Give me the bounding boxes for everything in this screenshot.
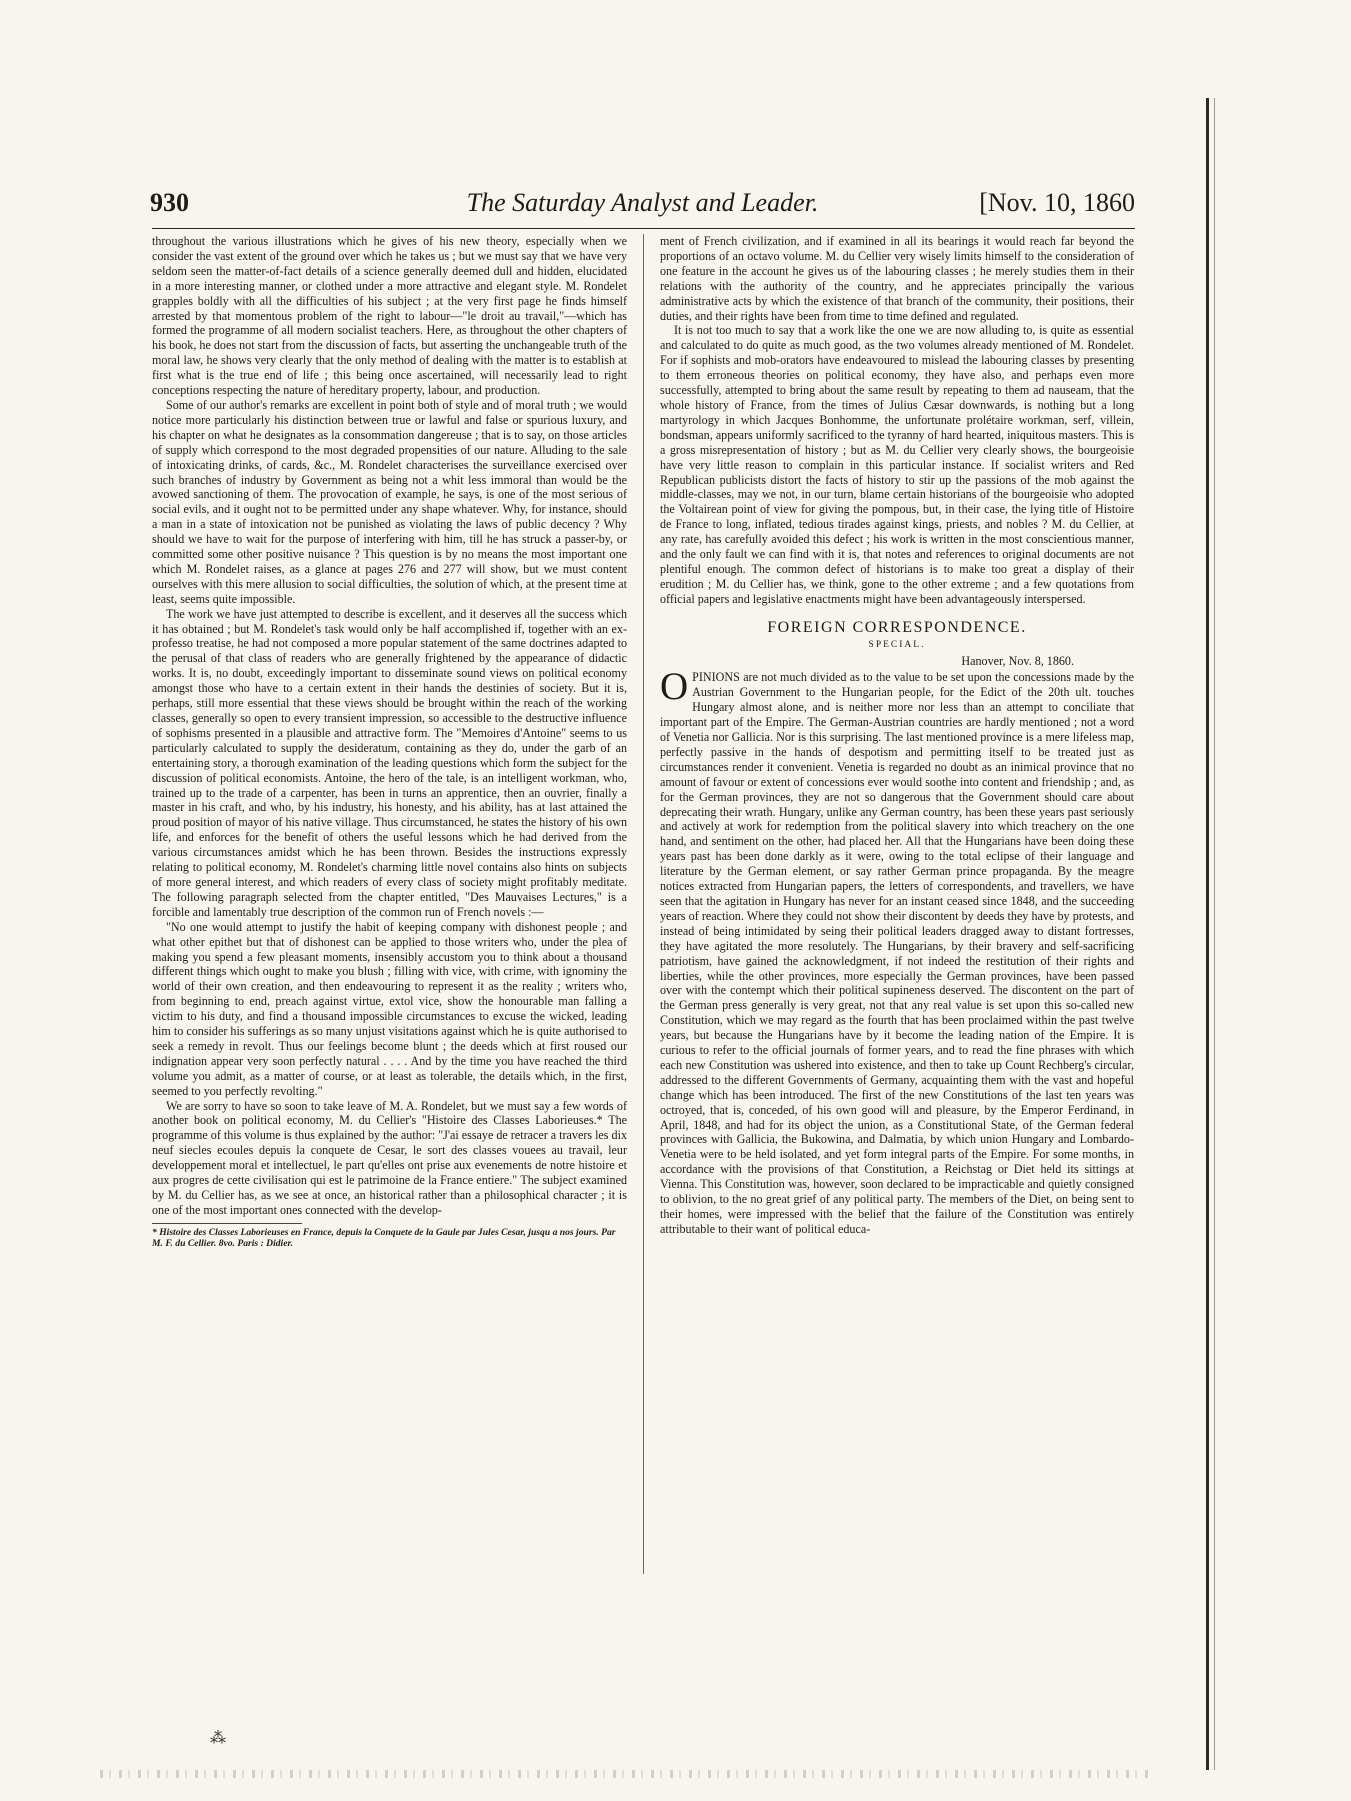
column-divider xyxy=(643,234,644,1574)
right-column xyxy=(660,234,1134,1237)
page-header xyxy=(150,188,1135,222)
section-title: FOREIGN CORRESPONDENCE. xyxy=(767,618,1027,636)
section-subtitle: SPECIAL. xyxy=(868,639,926,650)
drop-cap: O xyxy=(660,665,689,709)
article-paragraph: We are sorry to have so soon to take leave of M. A. Rondelet, but we must say a few words of another book on political economy, M. du Cellier's "Histoire des Classes Laborieuses.* The programme of this volume is thus explained by the author: "J'ai essaye de retracer a travers les dix neuf siecles ecoules depuis la conquete de Cesar, le sort des classes vouees au travail, leur developpement moral et intellectuel, le part qu'elles ont prise aux evenements de notre histoire et aux progres de cette civilisation qui est le patrimoine de la France entiere." The subject examined by M. du Cellier has, as we see at once, an historical rather than a philosophical character ; it is one of the most important ones connected with the develop- xyxy=(152,1098,627,1217)
publication-title: The Saturday Analyst and Leader. xyxy=(466,188,819,217)
scan-edge-shadow xyxy=(1206,98,1209,1770)
article-paragraph: It is not too much to say that a work like the one we are now alluding to, is quite as essential and calculated to do quite as much good, as the two volumes already mentioned of M. Rondelet. For if sophists and mob-orators have endeavoured to mislead the labouring classes by presenting to them erroneous theories on political economy, they have also, and perhaps even more successfully, attempted to bring about the same result by repeating to them ad nauseam, that the whole history of France, from the times of Julius Cæsar downwards, is nothing but a long martyrology in which Jacques Bonhomme, the unfortunate prolétaire workman, serf, villein, bondsman, appears uniformly sacrificed to the tyranny of hard hearted, iniquitous masters. This is a gross misrepresentation of history ; but as M. du Cellier very clearly shows, the bourgeoisie have very little reason to complain in this particular instance. If socialist writers and Red Republican publicists distort the facts of history to stir up the passions of the mob against the middle-classes, may we not, in our turn, blame certain historians of the bourgeoisie who adopted the Voltairean point of view for giving the pompous, but, in their case, the lying title of Histoire de France to long, inflated, tedious tirades against kings, priests, and nobles ? M. du Cellier, at any rate, has carefully avoided this defect ; his work is written in the most conscientious manner, and the only fault we can find with it is, that notes and references to original documents are not plentiful enough. The common defect of historians is to make too great a display of their erudition ; M. du Cellier has, we think, gone to the other extreme ; and a few quotations from official papers and legislative enactments might have been advantageously interspersed. xyxy=(660,323,1134,606)
footnote: * Histoire des Classes Laborieuses en France, depuis la Conquete de la Gaule par Jules Cesar, jusqu a nos jours. Par M. F. du Cellier. 8vo. Paris : Didier. xyxy=(152,1226,616,1249)
article-paragraph: ment of French civilization, and if examined in all its bearings it would reach far beyond the proportions of an octavo volume. M. du Cellier very wisely limits himself to the consideration of one feature in the account he gives us of the labouring classes ; he merely studies them in their relations with the authority of the country, and he appreciates principally the various administrative acts by which the existence of that branch of the community, their positions, their duties, and their rights have been from time to time defined and regulated. xyxy=(660,234,1134,323)
article-paragraph: Some of our author's remarks are excellent in point both of style and of moral truth ; we would notice more particularly his distinction between true or lawful and false or spurious luxury, and his chapter on what he designates as la consommation dangereuse ; that is to say, on those articles of supply which correspond to the most degraded propensities of our nature. Alluding to the sale of intoxicating drinks, of cards, &c., M. Rondelet characterises the surveillance exercised over such branches of industry by Government as being not a whit less immoral than would be the avowed sanctioning of them. The provocation of example, he says, is one of the most serious of social evils, and it ought not to be permitted under any shape whatever. Why, for instance, should a man in a state of intoxication not be punished as violating the laws of public decency ? Why should we have to wait for the purpose of interfering with him, till he has struck a passer-by, or committed some other positive nuisance ? This question is by no means the most important one which M. Rondelet raises, as a glance at pages 276 and 277 will show, but we must content ourselves with this mere allusion to social difficulties, the solution of which, at the present time at least, seems quite impossible. xyxy=(152,397,627,606)
correspondence-text: PINIONS are not much divided as to the value to be set upon the concessions made by the Austrian Government to the Hungarian people, for the Edict of the 20th ult. touches Hungary almost alone, and is neither more nor less than an attempt to conciliate that important part of the Empire. The German-Austrian countries are hardly mentioned ; not a word of Venetia nor Gallicia. Nor is this surprising. The last mentioned province is a mere lifeless map, perfectly passive in the hands of despotism and permitting itself to be treated just as circumstances render it convenient. Venetia is regarded no doubt as an inimical province that no amount of favour or extent of concessions ever would soothe into content and friendship ; and, as for the German provinces, they are not so dangerous that the Government should care about deprecating their wrath. Hungary, unlike any German country, has been these years past seriously and actively at work for redemption from the political slavery into which treachery on the one hand, and sentiment on the other, had placed her. All that the Hungarians have been doing these years past has been done darkly as it were, owing to the total eclipse of their language and literature by the German element, or say rather German prince propaganda. By the meagre notices extracted from Hungarian papers, the letters of correspondents, and travellers, we have seen that the agitation in Hungary has never for an instant ceased since 1848, and the succeeding years of reaction. Where they could not show their discontent by deeds they have by protests, and instead of being intimidated by seing their political leaders dragged away to distant fortresses, they have agitated the more resolutely. The Hungarians, by their bravery and self-sacrificing patriotism, have gained the acknowledgment, if not indeed the restitution of their rights and liberties, while the other provinces, more especially the German provinces, have been passed over with the contempt which their political supineness deserved. The discontent on the part of the German press generally is very great, not that any real value is set upon this so-called new Constitution, which we may regard as the fourth that has been proclaimed within the past twelve years, but because the Hungarians have by it become the leading nation of the Empire. It is curious to refer to the official journals of former years, and to read the fine phrases with which each new Constitution was ushered into existence, and then to take up Count Rechberg's circular, addressed to the different Governments of Germany, acquainting them with the vast and hopeful change which has been introduced. The first of the new Constitutions of the last ten years was octroyed, that is, conceded, of his own good will and pleasure, by the Emperor Ferdinand, in April, 1848, and had for its object the union, as a Constitutional State, of the German federal provinces with Gallicia, the Bukowina, and Dalmatia, by which union Hungary and Lombardo-Venetia were to be held isolated, and yet form integral parts of the Empire. For some months, in accordance with the provisions of that Constitution, a Reichstag or Diet held its sittings at Vienna. This Constitution was, however, soon declared to be impracticable and quietly consigned to oblivion, to the no great grief of any political party. The members of the Diet, on being sent to their homes, were impressed with the belief that the failure of the Constitution was entirely attributable to their want of political educa- xyxy=(660,670,1134,1236)
header-rule xyxy=(152,228,1135,229)
footnote-rule xyxy=(152,1223,302,1224)
printer-mark-icon: ⁂ xyxy=(210,1730,226,1747)
scan-edge-line xyxy=(1214,98,1215,1770)
page-number: 930 xyxy=(150,188,189,217)
article-paragraph: throughout the various illustrations which he gives of his new theory, especially when we consider the vast extent of the ground over which he takes us ; but we must say that we have very seldom seen the matter-of-fact details of a science generally deemed dull and hidden, elucidated in a more interesting manner, or clothed under a more attractive and elegant style. M. Rondelet grapples boldly with all the difficulties of his subject ; at the very first page he finds himself arrested by that momentous problem of the right to labour—"le droit au travail,"—which has formed the programme of all modern socialist teachers. Here, as throughout the other chapters of his book, he does not start from the discussion of facts, but asserting the unchangeable truth of the moral law, he shows very clearly that the only method of dealing with the matter is to establish at first what is the true end of life ; this being once ascertained, will necessarily lead to right conceptions respecting the nature of hereditary property, labour, and production. xyxy=(152,234,627,398)
left-column xyxy=(152,234,627,1249)
correspondence-paragraph xyxy=(660,665,1134,1236)
issue-date: [Nov. 10, 1860 xyxy=(979,188,1135,217)
quoted-passage: "No one would attempt to justify the habit of keeping company with dishonest people ; and what other epithet but that of dishonest can be applied to those writers who, under the plea of making you spend a few pleasant moments, insensibly accustom you to think about a thousand different things which ought to make you blush ; filling with vice, with crime, with ignominy the world of their own creation, and then endeavouring to represent it as the reality ; writers who, from beginning to end, preach against virtue, extol vice, show the honourable man falling a victim to his duty, and find a thousand impossible circumstances to excuse the wicked, leading him to consider his sufferings as so many unjust visitations against which he is quite authorised to seek a remedy in revolt. Thus our feelings become blunt ; the deeds which at first roused our indignation appear very soon perfectly natural . . . . And by the time you have reached the third volume you admit, as a matter of course, or at least as tolerable, the details which, in the first, seemed to you perfectly revolting." xyxy=(152,919,627,1098)
scan-noise-strip xyxy=(100,1770,1150,1778)
dateline: Hanover, Nov. 8, 1860. xyxy=(961,654,1074,669)
article-paragraph: The work we have just attempted to describe is excellent, and it deserves all the success which it has obtained ; but M. Rondelet's task would only be half accomplished if, together with an ex-professo treatise, he had not composed a more popular statement of the same doctrines adapted to the perusal of that class of readers who are generally frightened by the appearance of didactic works. It is, no doubt, exceedingly important to disseminate sound views on political economy amongst those who have to a certain extent in their hands the destinies of society. But it is, perhaps, still more essential that these views should be brought within the reach of the working classes, generally so open to every transient impression, so accessible to the destructive influence of sophisms presented in a plausible and attractive form. The "Memoires d'Antoine" seems to us particularly calculated to supply the desideratum, containing as they do, under the garb of an entertaining story, a thorough examination of the leading questions which form the subject for the discussion of political economists. Antoine, the hero of the tale, is an intelligent workman, who, trained up to the trade of a carpenter, has been in turns an apprentice, then an ouvrier, finally a master in his craft, and who, by his industry, his honesty, and his ability, has at last attained the proud position of mayor of his native village. Thus circumstanced, he states the history of his own life, and enforces for the benefit of others the useful lessons which he had derived from the various circumstances amidst which he has been thrown. Besides the instructions expressly relating to political economy, M. Rondelet's charming little novel contains also hints on subjects of more general interest, and which readers of every class of society might profitably meditate. The following paragraph selected from the chapter entitled, "Des Mauvaises Lectures," is a forcible and lamentably true description of the common run of French novels :— xyxy=(152,606,627,919)
